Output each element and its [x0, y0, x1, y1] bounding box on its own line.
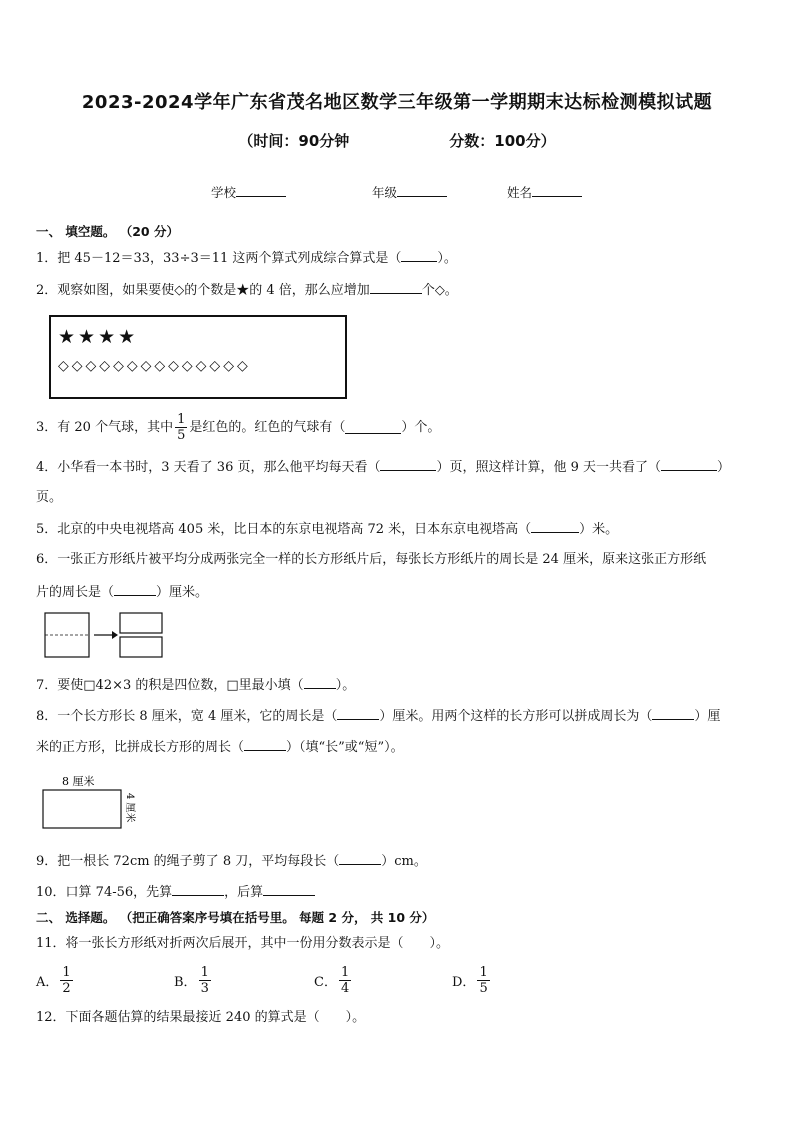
q8-answer-blank-3[interactable]	[244, 738, 286, 751]
q11-option-d-label: D．	[452, 975, 476, 990]
q11-option-b-fraction	[199, 965, 211, 996]
question-3	[36, 412, 758, 443]
q4-text-b: ）页，照这样计算，他 9 天一共看了（	[436, 460, 662, 475]
q11-option-a-numerator: 1	[62, 965, 71, 980]
section-1-heading: 一、 填空题。 （20 分）	[36, 224, 179, 239]
q11-option-b-denominator: 3	[200, 981, 209, 996]
q8-rectangle-diagram	[40, 773, 140, 833]
question-6-line-1: 6．一张正方形纸片被平均分成两张完全一样的长方形纸片后，每张长方形纸片的周长是 24 厘米，原来这张正方形纸	[36, 552, 707, 567]
q6-rectangle-bottom	[120, 637, 162, 657]
q8-text-c: ）厘	[694, 709, 721, 724]
total-score: 分数：100分）	[449, 132, 556, 150]
q11-option-d[interactable]	[452, 965, 492, 996]
q3-text-a: 3．有 20 个气球，其中	[36, 419, 174, 435]
q8-text-d: 米的正方形，比拼成长方形的周长（	[36, 740, 245, 755]
q5-answer-blank[interactable]	[531, 520, 579, 533]
q8-answer-blank-1[interactable]	[337, 707, 379, 720]
q7-answer-blank[interactable]	[304, 676, 336, 689]
question-2	[36, 281, 758, 300]
q3-fraction-denominator: 5	[177, 428, 186, 443]
q1-text: 1．把 45－12＝33，33÷3＝11 这两个算式列成综合算式是（	[36, 251, 402, 266]
q4-text-a: 4．小华看一本书时，3 天看了 36 页，那么他平均每天看（	[36, 460, 381, 475]
q11-option-d-numerator: 1	[479, 965, 488, 980]
q8-length-label: 8 厘米	[62, 775, 95, 788]
grade-blank[interactable]	[397, 184, 447, 197]
question-12: 12．下面各题估算的结果最接近 240 的算式是（ ）。	[36, 1010, 366, 1025]
q9-text: 9．把一根长 72cm 的绳子剪了 8 刀，平均每段长（	[36, 854, 340, 869]
exam-subtitle	[0, 130, 794, 151]
question-11: 11．将一张长方形纸对折两次后展开，其中一份用分数表示是（ ）。	[36, 936, 450, 951]
q2-tail: 个◇。	[421, 283, 458, 298]
grade-label: 年级	[372, 185, 398, 200]
q11-option-a-label: A．	[36, 975, 59, 990]
question-5	[36, 520, 758, 539]
q7-tail: ）。	[335, 678, 356, 693]
q11-option-c-denominator: 4	[340, 981, 350, 996]
q3-answer-blank[interactable]	[345, 421, 401, 434]
name-label: 姓名	[507, 185, 533, 200]
q11-option-c-numerator: 1	[340, 965, 350, 980]
name-field	[507, 183, 582, 201]
q11-option-a-fraction	[60, 965, 72, 996]
time-limit: （时间：90分钟	[238, 132, 350, 150]
school-blank[interactable]	[236, 184, 286, 197]
q11-option-d-fraction	[477, 965, 489, 996]
q6-text-c: ）厘米。	[156, 585, 209, 600]
question-8-line-1	[36, 707, 758, 726]
q8-rectangle	[43, 790, 121, 828]
q6-text-b: 片的周长是（	[36, 585, 115, 600]
question-4-line-2: 页。	[36, 490, 63, 505]
q3-tail: ）个。	[401, 419, 441, 435]
q10-text-a: 10．口算 74-56，先算	[36, 885, 173, 900]
q11-option-d-denominator: 5	[479, 981, 488, 996]
q11-option-c-label: C．	[314, 975, 337, 990]
grade-field	[372, 183, 447, 201]
q4-answer-blank-1[interactable]	[380, 458, 436, 471]
q11-option-b-label: B．	[174, 975, 197, 990]
q5-text: 5．北京的中央电视塔高 405 米，比日本的东京电视塔高 72 米，日本东京电视塔高（	[36, 522, 532, 537]
name-blank[interactable]	[532, 184, 582, 197]
q7-text: 7．要使□42×3 的积是四位数，□里最小填（	[36, 678, 304, 693]
q6-arrow-head	[112, 631, 118, 639]
q6-rectangle-top	[120, 613, 162, 633]
q10-answer-blank-2[interactable]	[263, 883, 315, 896]
q6-square-split-diagram	[44, 611, 166, 661]
question-9	[36, 852, 758, 871]
q8-text-b: ）厘米。用两个这样的长方形可以拼成周长为（	[379, 709, 653, 724]
q8-text-e: ）（填“长”或“短”）。	[286, 740, 404, 755]
school-field	[211, 183, 286, 201]
q11-option-a-denominator: 2	[62, 981, 71, 996]
q11-option-c-fraction	[339, 965, 351, 996]
q4-text-c: ）	[717, 460, 731, 475]
question-4-line-1	[36, 458, 758, 477]
q9-tail: ）cm。	[381, 854, 427, 869]
q2-answer-blank[interactable]	[370, 281, 422, 294]
question-7	[36, 676, 758, 695]
q10-answer-blank-1[interactable]	[172, 883, 224, 896]
q1-tail: ）。	[437, 251, 457, 266]
q3-fraction	[175, 412, 187, 443]
q2-text: 2．观察如图，如果要使◇的个数是★的 4 倍，那么应增加	[36, 283, 370, 298]
q9-answer-blank[interactable]	[339, 852, 381, 865]
school-label: 学校	[211, 185, 237, 200]
question-1	[36, 249, 758, 268]
q2-stars: ★★★★	[58, 326, 139, 348]
q11-option-b[interactable]	[174, 965, 213, 996]
q11-option-a[interactable]	[36, 965, 75, 996]
q3-text-b: 是红色的。红色的气球有（	[189, 419, 346, 435]
q5-tail: ）米。	[579, 522, 619, 537]
q8-text-a: 8．一个长方形长 8 厘米，宽 4 厘米，它的周长是（	[36, 709, 338, 724]
question-6-line-2	[36, 583, 758, 602]
q10-text-b: ，后算	[224, 885, 264, 900]
section-2-heading: 二、 选择题。 （把正确答案序号填在括号里。 每题 2 分， 共 10 分）	[36, 910, 435, 925]
q11-option-c[interactable]	[314, 965, 353, 996]
q6-answer-blank[interactable]	[114, 583, 156, 596]
q8-width-label: 4 厘米	[124, 793, 135, 823]
exam-title: 2023-2024学年广东省茂名地区数学三年级第一学期期末达标检测模拟试题	[81, 92, 713, 113]
q2-diamonds: ◇◇◇◇◇◇◇◇◇◇◇◇◇◇	[58, 358, 251, 374]
q3-fraction-numerator: 1	[177, 412, 186, 427]
question-10	[36, 883, 758, 902]
q4-answer-blank-2[interactable]	[661, 458, 717, 471]
q1-answer-blank[interactable]	[401, 249, 437, 262]
q8-answer-blank-2[interactable]	[652, 707, 694, 720]
q11-option-b-numerator: 1	[200, 965, 209, 980]
question-8-line-2	[36, 738, 758, 757]
